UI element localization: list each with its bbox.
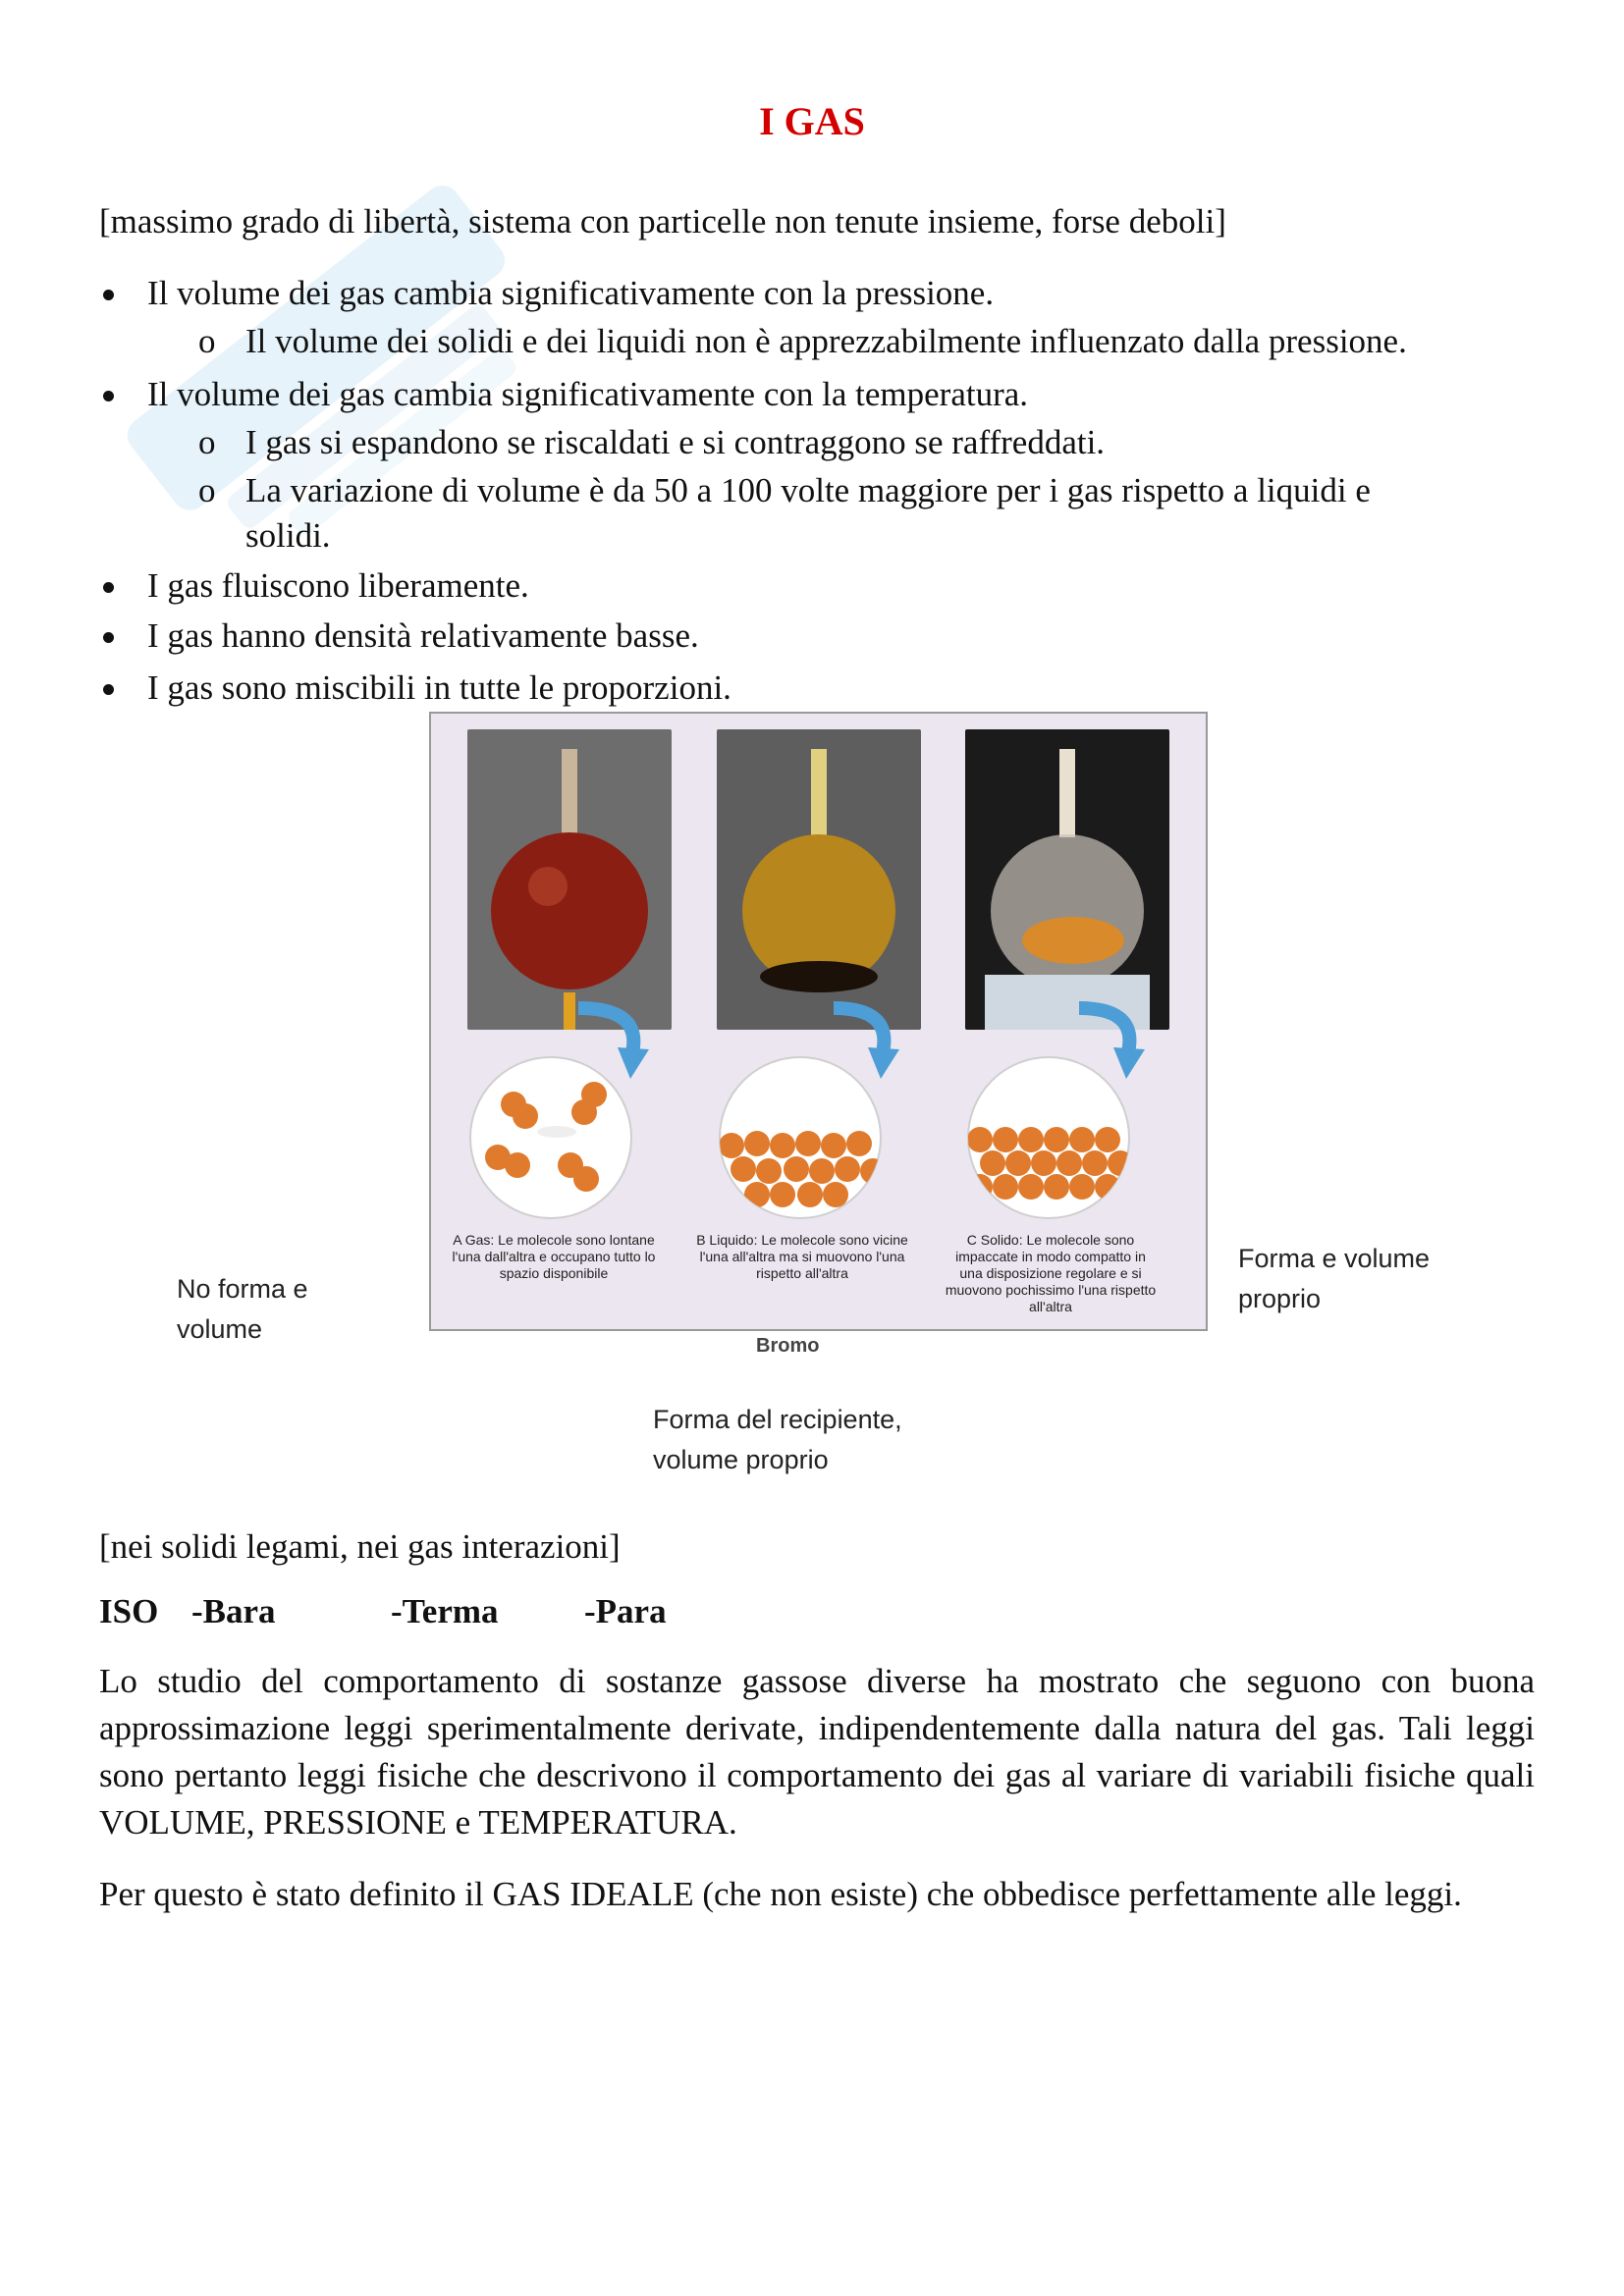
figure-element-label: Bromo: [756, 1335, 820, 1357]
paragraph-ideal-gas: Per questo è stato definito il GAS IDEALE (che non esiste) che obbedisce perfettamente alle leggi.: [99, 1875, 1462, 1913]
annotation-solid: Forma e volume proprio: [1238, 1244, 1431, 1313]
liquid-caption: B Liquido: Le molecole sono vicine l'una all'altra ma si muovono l'una rispetto all'altra: [696, 1232, 908, 1281]
gas-molecules-diagram: [468, 1055, 633, 1220]
page-title: I GAS: [759, 99, 865, 143]
gas-caption: A Gas: Le molecole sono lontane l'una dall'altra e occupano tutto lo spazio disponibile: [452, 1232, 656, 1281]
bonds-note: [nei solidi legami, nei gas interazioni]: [99, 1527, 621, 1566]
bullet-item: I gas sono miscibili in tutte le proporzioni.: [147, 665, 731, 712]
annotation-liquid: Forma del recipiente, volume proprio: [653, 1405, 902, 1474]
bullet-item: I gas fluiscono liberamente.: [147, 562, 529, 610]
bullet-item: Il volume dei gas cambia significativamente con la pressione.: [147, 270, 994, 317]
bullet-item: I gas hanno densità relativamente basse.: [147, 613, 699, 660]
sub-bullet-item: o La variazione di volume è da 50 a 100 volte maggiore per i gas rispetto a liquidi e: [198, 471, 1371, 509]
annotation-gas: No forma e volume: [177, 1274, 308, 1344]
sub-bullet-continuation: solidi.: [245, 516, 331, 555]
liquid-molecules-diagram: [718, 1055, 883, 1220]
bromine-states-figure: [429, 712, 1208, 1331]
paragraph-gas-laws: Lo studio del comportamento di sostanze gassose diverse ha mostrato che seguono con buona approssimazione leggi sperimentalmente derivate, indipendentemente dalla natura del gas. Tali leggi sono pertanto leggi fisiche che descrivono il comportamento dei gas al variare di variabili fisiche quali VOLUME, PRESSIONE e TEMPERATURA.: [99, 1662, 1535, 1842]
solid-molecules-diagram: [966, 1055, 1131, 1220]
sub-bullet-item: o I gas si espandono se riscaldati e si contraggono se raffreddati.: [198, 423, 1106, 461]
bullet-item: Il volume dei gas cambia significativamente con la temperatura.: [147, 371, 1028, 418]
solid-caption: C Solido: Le molecole sono impaccate in modo compatto in una disposizione regolare e si muovono pochissimo l'una rispetto all'altra: [945, 1232, 1157, 1314]
sub-bullet-item: o Il volume dei solidi e dei liquidi non è apprezzabilmente influenzato dalla pressione.: [198, 322, 1407, 360]
iso-heading: ISO -Bara -Terma -Para: [99, 1592, 667, 1630]
intro-note: [massimo grado di libertà, sistema con particelle non tenute insieme, forse deboli]: [99, 202, 1226, 240]
